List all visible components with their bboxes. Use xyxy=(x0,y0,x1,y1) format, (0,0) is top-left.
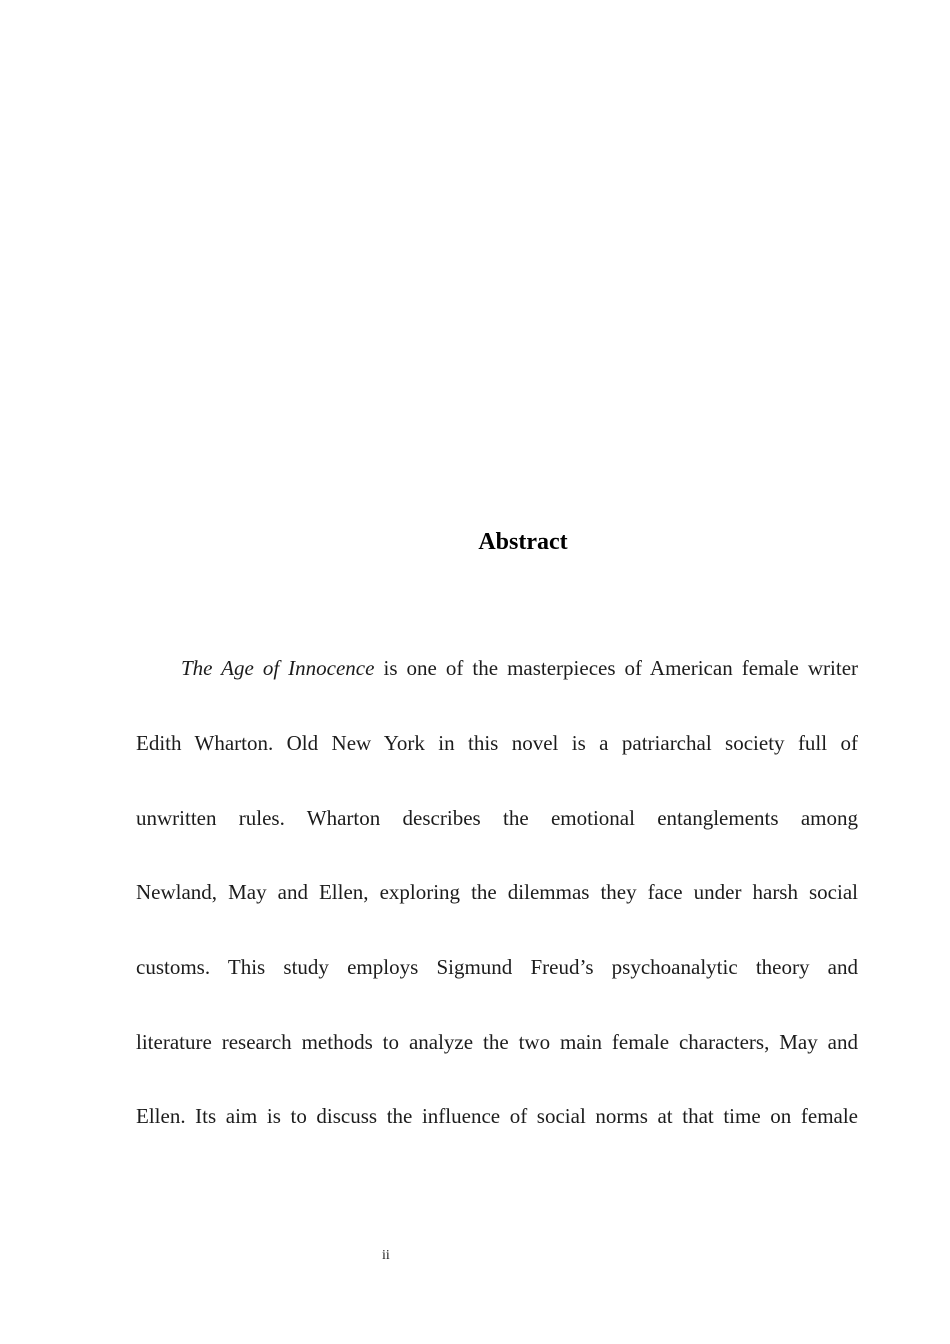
paragraph-line-2: Edith Wharton. Old New York in this novel is a patriarchal society full of xyxy=(136,731,858,755)
paragraph-line-1-text: is one of the masterpieces of American female writer xyxy=(374,656,859,680)
page-number: ii xyxy=(382,1248,390,1263)
paragraph-line-4: Newland, May and Ellen, exploring the dilemmas they face under harsh social xyxy=(136,880,858,904)
paragraph-line-6: literature research methods to analyze the two main female characters, May and xyxy=(136,1030,858,1054)
novel-title: The Age of Innocence xyxy=(181,656,375,680)
paragraph-line-1 xyxy=(181,655,858,681)
paragraph-line-7: Ellen. Its aim is to discuss the influence of social norms at that time on female xyxy=(136,1104,858,1128)
paragraph-line-5: customs. This study employs Sigmund Freud’s psychoanalytic theory and xyxy=(136,955,858,979)
abstract-heading: Abstract xyxy=(478,529,568,555)
paragraph-line-3: unwritten rules. Wharton describes the emotional entanglements among xyxy=(136,806,858,830)
